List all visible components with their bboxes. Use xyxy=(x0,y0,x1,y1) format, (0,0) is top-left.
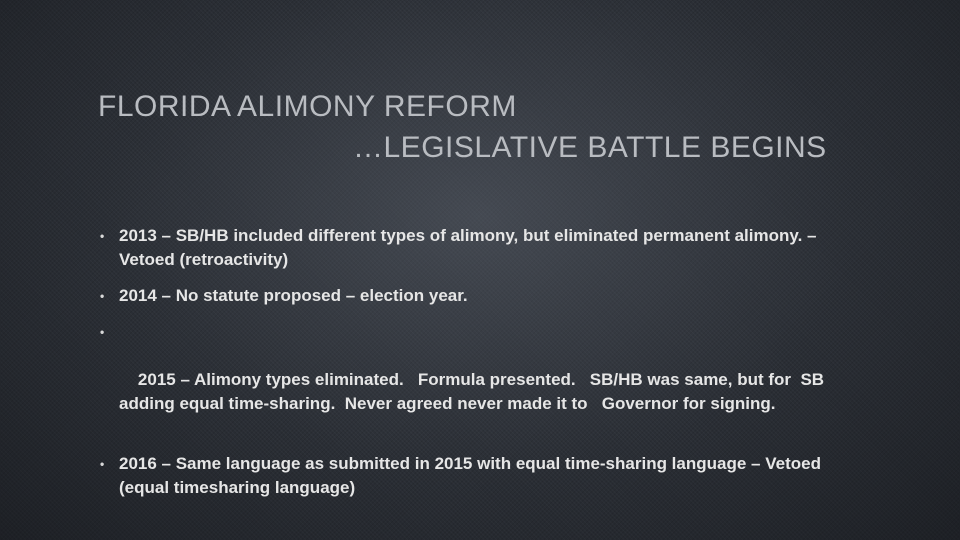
slide-title-line-2: …LEGISLATIVE BATTLE BEGINS xyxy=(353,130,827,164)
bullet-item-2015 xyxy=(98,320,833,440)
bullet-dot-icon: • xyxy=(100,457,105,471)
bullet-dot-icon: • xyxy=(100,289,105,303)
bullet-dot-icon: • xyxy=(100,325,105,339)
slide-title-line-1: FLORIDA ALIMONY REFORM xyxy=(98,90,517,123)
bullet-text: 2013 – SB/HB included different types of alimony, but eliminated permanent alimony. – Vetoed (retroactivity) xyxy=(119,226,817,269)
bullet-text: 2016 – Same language as submitted in 2015 with equal time-sharing language – Vetoed (equal timesharing language) xyxy=(119,454,821,497)
bullet-dot-icon: • xyxy=(100,229,105,243)
bullet-text: 2015 – Alimony types eliminated. Formula presented. SB/HB was same, but for SB adding equal time-sharing. Never agreed never made it to Governor for signing. xyxy=(119,370,829,413)
bullet-item-2016 xyxy=(98,452,833,500)
bullet-item-2013 xyxy=(98,224,833,272)
bullet-text: 2014 – No statute proposed – election year. xyxy=(119,286,468,305)
bullet-item-2014 xyxy=(98,284,833,308)
slide-title xyxy=(98,88,878,166)
bullet-list xyxy=(98,224,833,512)
